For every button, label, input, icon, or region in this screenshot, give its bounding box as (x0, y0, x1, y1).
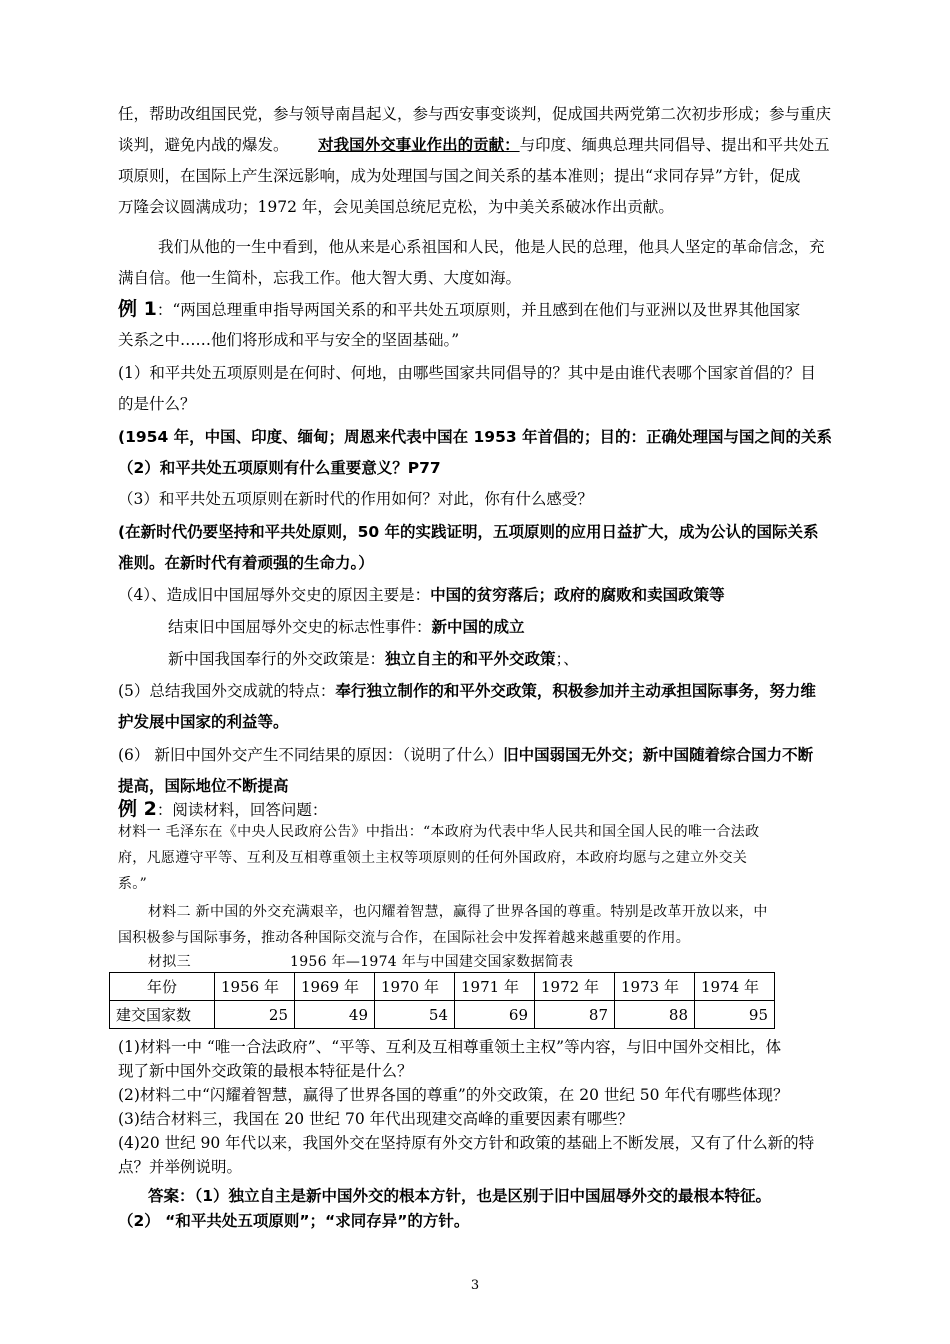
question-line (118, 1061, 413, 1081)
text: （2）和平共处五项原则有什么重要意义？P77 (118, 459, 441, 477)
material-line (148, 952, 191, 972)
text: (4)20 世纪 90 年代以来，我国外交在坚持原有外交方针和政策的基础上不断发展，又有了什么新的特 (118, 1134, 815, 1152)
text: 的是什么？ (118, 395, 196, 413)
paragraph-line (118, 166, 800, 186)
text: (在新时代仍要坚持和平共处原则，50 年的实践证明，五项原则的应用日益扩大，成为公认的国际关系 (118, 523, 819, 541)
paragraph-line (118, 268, 521, 288)
table-header-cell: 1970 年 (375, 973, 455, 1001)
text: 府，凡愿遵守平等、互利及互相尊重领土主权等项原则的任何外国政府，本政府均愿与之建立外交关 (118, 850, 748, 866)
example-label: 例 1 (118, 298, 157, 320)
page-number: 3 (470, 1278, 480, 1293)
question-line (118, 585, 725, 605)
question-line (118, 363, 816, 383)
text: 满自信。他一生简朴，忘我工作。他大智大勇、大度如海。 (118, 269, 522, 287)
question-line (118, 1085, 788, 1105)
text: （4）、造成旧中国屈辱外交史的原因主要是： (118, 586, 431, 604)
text: 1956 年—1974 年与中国建交国家数据简表 (290, 954, 574, 970)
table-header-cell: 1972 年 (535, 973, 615, 1001)
text: 我们从他的一生中看到，他从来是心系祖国和人民，他是人民的总理，他具人坚定的革命信念，充 (158, 238, 825, 256)
text: 材料二 新中国的外交充满艰辛，也闪耀着智慧，赢得了世界各国的尊重。特别是改革开放以来，中 (148, 904, 768, 920)
text: (1）和平共处五项原则是在何时、何地，由哪些国家共同倡导的？其中是由谁代表哪个国家首倡的？目 (118, 364, 816, 382)
text: (6） 新旧中国外交产生不同结果的原因：（说明了什么） (118, 746, 504, 764)
text: 结束旧中国屈辱外交史的标志性事件： (168, 618, 432, 636)
material-line (118, 848, 747, 868)
paragraph-line (118, 330, 459, 350)
text: (1954 年，中国、印度、缅甸；周恩来代表中国在 1953 年首倡的；目的：正确处理国与国之间的关系 (118, 428, 833, 446)
example-1-intro (118, 299, 800, 320)
question-line (168, 617, 525, 637)
table-cell: 54 (375, 1001, 455, 1029)
question-line (118, 489, 593, 509)
paragraph-line (118, 135, 830, 155)
example-2-intro (118, 799, 327, 820)
question-line (118, 1109, 633, 1129)
answer-text: 独立自主的和平外交政策 (385, 650, 556, 668)
answer-line (118, 712, 289, 732)
paragraph-line (118, 197, 674, 217)
text: 关系之中……他们将形成和平与安全的坚固基础。” (118, 331, 460, 349)
table-header-cell: 1974 年 (695, 973, 775, 1001)
answer-line (118, 522, 819, 542)
question-line (118, 745, 813, 765)
text: 现了新中国外交政策的最根本特征是什么？ (118, 1062, 413, 1080)
text: 点？并举例说明。 (118, 1158, 243, 1176)
text: 护发展中国家的利益等。 (118, 713, 289, 731)
table-header-cell: 1971 年 (455, 973, 535, 1001)
text: 与印度、缅典总理共同倡导、提出和平共处五 (519, 136, 830, 154)
table-title (290, 952, 573, 972)
table-cell: 87 (535, 1001, 615, 1029)
text: 材拟三 (148, 954, 191, 970)
text: (5）总结我国外交成就的特点： (118, 682, 336, 700)
text: 新中国我国奉行的外交政策是： (168, 650, 386, 668)
question-line (118, 1157, 242, 1177)
material-line (118, 822, 759, 842)
answer-line (118, 1211, 469, 1231)
answer-text: 新中国的成立 (431, 618, 525, 636)
question-line (118, 394, 196, 414)
table-row-label: 建交国家数 (110, 1001, 215, 1029)
text: 谈判，避免内战的爆发。 (118, 136, 289, 154)
table-cell: 49 (295, 1001, 375, 1029)
question-line (118, 1133, 814, 1153)
table-cell: 88 (615, 1001, 695, 1029)
table-header-cell: 1969 年 (295, 973, 375, 1001)
answer-text: 奉行独立制作的和平外交政策，积极参加并主动承担国际事务，努力维 (335, 682, 816, 700)
table-cell: 69 (455, 1001, 535, 1029)
table-header-cell: 年份 (110, 973, 215, 1001)
material-line (118, 874, 147, 894)
table-row (110, 1001, 775, 1029)
answer-line (118, 553, 374, 573)
answer-text: 中国的贫穷落后；政府的腐败和卖国政策等 (430, 586, 725, 604)
paragraph-line (118, 104, 831, 124)
answer-label: 答案： (148, 1187, 195, 1205)
text: （3）和平共处五项原则在新时代的作用如何？对此，你有什么感受？ (118, 490, 593, 508)
diplomatic-relations-table (109, 972, 775, 1029)
table-header-row (110, 973, 775, 1001)
text: （2） “和平共处五项原则”；“求同存异”的方针。 (118, 1212, 470, 1230)
section-heading: 对我国外交事业作出的贡献： (318, 136, 520, 154)
text: （1）独立自主是新中国外交的根本方针，也是区别于旧中国屈辱外交的最根本特征。 (194, 1187, 772, 1205)
text: ：阅读材料，回答问题： (156, 801, 328, 819)
answer-line (118, 427, 832, 447)
answer-text: 旧中国弱国无外交；新中国随着综合国力不断 (503, 746, 814, 764)
example-label: 例 2 (118, 798, 157, 820)
table-cell: 25 (215, 1001, 295, 1029)
text: 准则。在新时代有着顽强的生命力。） (118, 554, 374, 572)
text: 国积极参与国际事务，推动各种国际交流与合作，在国际社会中发挥着越来越重要的作用。 (118, 930, 690, 946)
text: 万隆会议圆满成功；1972 年，会见美国总统尼克松，为中美关系破冰作出贡献。 (118, 198, 674, 216)
answer-line (148, 1186, 771, 1206)
table-header-cell: 1956 年 (215, 973, 295, 1001)
table-header-cell: 1973 年 (615, 973, 695, 1001)
question-line (118, 458, 441, 478)
text: 提高，国际地位不断提高 (118, 777, 289, 795)
question-line (168, 649, 579, 669)
text: 材料一 毛泽东在《中央人民政府公告》中指出：“本政府为代表中华人民共和国全国人民的唯一合法政 (118, 824, 760, 840)
text: 系。” (118, 876, 148, 892)
text: 任，帮助改组国民党，参与领导南昌起义，参与西安事变谈判，促成国共两党第二次初步形成；参与重庆 (118, 105, 832, 123)
answer-line (118, 776, 289, 796)
text: 项原则，在国际上产生深远影响，成为处理国与国之间关系的基本准则；提出“求同存异”方针，促成 (118, 167, 801, 185)
text: ；、 (555, 650, 579, 668)
material-line (148, 902, 768, 922)
text: ：“两国总理重申指导两国关系的和平共处五项原则，并且感到在他们与亚洲以及世界其他国家 (156, 301, 801, 319)
question-line (118, 681, 816, 701)
question-line (118, 1037, 781, 1057)
text: (2)材料二中“闪耀着智慧，赢得了世界各国的尊重”的外交政策，在 20 世纪 50 年代有哪些体现？ (118, 1086, 789, 1104)
material-line (118, 928, 690, 948)
text: (1)材料一中 “唯一合法政府”、“平等、互利及互相尊重领土主权”等内容，与旧中国外交相比，体 (118, 1038, 782, 1056)
paragraph-line (158, 237, 825, 257)
table-cell: 95 (695, 1001, 775, 1029)
text: (3)结合材料三，我国在 20 世纪 70 年代出现建交高峰的重要因素有哪些？ (118, 1110, 634, 1128)
